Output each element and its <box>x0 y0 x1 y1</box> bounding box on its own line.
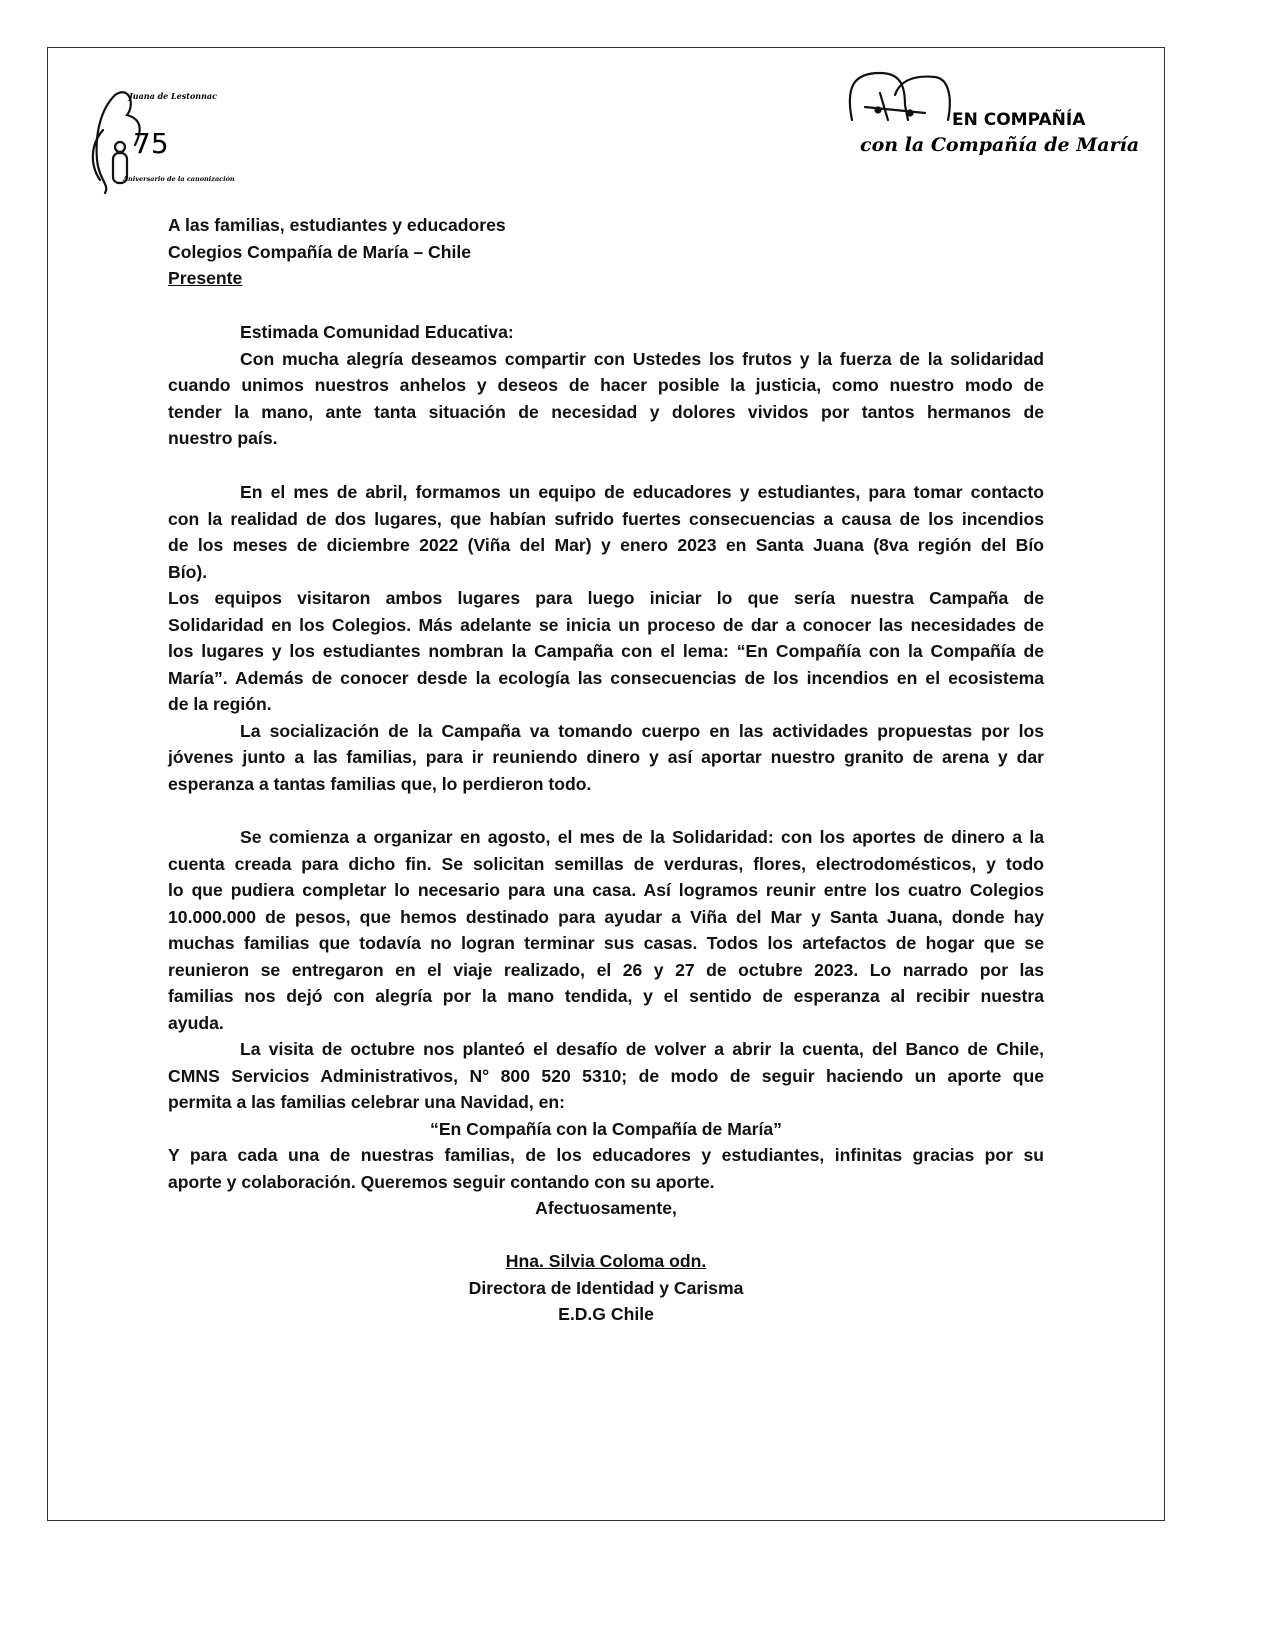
text-line: tender la mano, ante tanta situación de necesidad y dolores vividos por tantos hermanos de <box>168 401 1044 422</box>
text-line: familias nos dejó con alegría por la mano tendida, y el sentido de esperanza al recibir nuestra <box>168 986 1044 1006</box>
text-line: muchas familias que todavía no logran terminar sus casas. Todos los artefactos de hogar que se <box>168 933 1044 953</box>
text-line: ayuda. <box>168 1012 224 1033</box>
salutation: Estimada Comunidad Educativa: <box>240 322 514 342</box>
text-line: Se comienza a organizar en agosto, el mes de la Solidaridad: con los aportes de dinero a la <box>240 827 1044 847</box>
text-line: CMNS Servicios Administrativos, N° 800 520 5310; de modo de seguir haciendo un aporte que <box>168 1065 1044 1086</box>
text-line: Solidaridad en los Colegios. Más adelante se inicia un proceso de dar a conocer las necesidades de <box>168 614 1044 635</box>
text-line: 10.000.000 de pesos, que hemos destinado para ayudar a Viña del Mar y Santa Juana, donde hay <box>168 906 1044 927</box>
logo-number: 75 <box>133 127 169 160</box>
text-line: María”. Además de conocer desde la ecología las consecuencias de los incendios en el ecosistema <box>168 667 1044 688</box>
lestonnac-anniversary-logo <box>85 85 235 195</box>
logo-title: EN COMPAÑÍA <box>952 110 1086 130</box>
logo-subtitle: con la Compañía de María <box>860 134 1140 156</box>
address-presente: Presente <box>168 268 243 288</box>
text-line: lo que pudiera completar lo necesario para una casa. Así logramos reunir entre los cuatro Colegios <box>168 880 1044 900</box>
text-line: permita a las familias celebrar una Navidad, en: <box>168 1092 566 1112</box>
paragraph-1 <box>168 319 1044 452</box>
signer-name: Hna. Silvia Coloma odn. <box>505 1251 707 1271</box>
signer-role: Directora de Identidad y Carisma <box>468 1277 744 1298</box>
text-line: de la región. <box>168 694 272 714</box>
text-line: Con mucha alegría deseamos compartir con Ustedes los frutos y la fuerza de la solidaridad <box>240 348 1044 369</box>
text-line: aporte y colaboración. Queremos seguir contando con su aporte. <box>168 1171 715 1192</box>
text-line: Los equipos visitaron ambos lugares para luego iniciar lo que sería nuestra Campaña de <box>168 588 1044 608</box>
logo-subtext: Aniversario de la canonización <box>123 175 235 183</box>
paragraph-5 <box>168 824 1044 1222</box>
campaign-quote: “En Compañía con la Compañía de María” <box>430 1118 782 1139</box>
text-line: esperanza a tantas familias que, lo perdieron todo. <box>168 773 592 794</box>
paragraph-2 <box>168 479 1044 797</box>
signer-org: E.D.G Chile <box>558 1304 654 1324</box>
logo-text: Juana de Lestonnac <box>129 91 217 101</box>
recipient-address <box>168 212 1044 292</box>
text-line: nuestro país. <box>168 428 278 448</box>
text-line: La visita de octubre nos planteó el desafío de volver a abrir la cuenta, del Banco de Chile, <box>240 1039 1044 1059</box>
text-line: Y para cada una de nuestras familias, de los educadores y estudiantes, infinitas gracias por su <box>168 1145 1044 1165</box>
text-line: La socialización de la Campaña va tomando cuerpo en las actividades propuestas por los <box>240 720 1044 741</box>
en-compania-campaign-logo <box>840 65 1150 165</box>
address-line: Colegios Compañía de María – Chile <box>168 241 472 262</box>
address-line: A las familias, estudiantes y educadores <box>168 215 506 235</box>
text-line: con la realidad de dos lugares, que habían sufrido fuertes consecuencias a causa de los incendios <box>168 508 1044 529</box>
text-line: cuenta creada para dicho fin. Se solicitan semillas de verduras, flores, electrodomésticos, y todo <box>168 853 1044 874</box>
text-line: Bío). <box>168 561 208 582</box>
text-line: reunieron se entregaron en el viaje realizado, el 26 y 27 de octubre 2023. Lo narrado por las <box>168 959 1044 980</box>
closing: Afectuosamente, <box>535 1198 677 1218</box>
text-line: En el mes de abril, formamos un equipo de educadores y estudiantes, para tomar contacto <box>240 482 1044 502</box>
text-line: de los meses de diciembre 2022 (Viña del Mar) y enero 2023 en Santa Juana (8va región del Bío <box>168 535 1044 555</box>
text-line: cuando unimos nuestros anhelos y deseos de hacer posible la justicia, como nuestro modo de <box>168 375 1044 395</box>
text-line: los lugares y los estudiantes nombran la Campaña con el lema: “En Compañía con la Compañía de <box>168 641 1044 661</box>
signature-block <box>168 1248 1044 1328</box>
text-line: jóvenes junto a las familias, para ir reuniendo dinero y así aportar nuestro granito de arena y dar <box>168 747 1044 767</box>
